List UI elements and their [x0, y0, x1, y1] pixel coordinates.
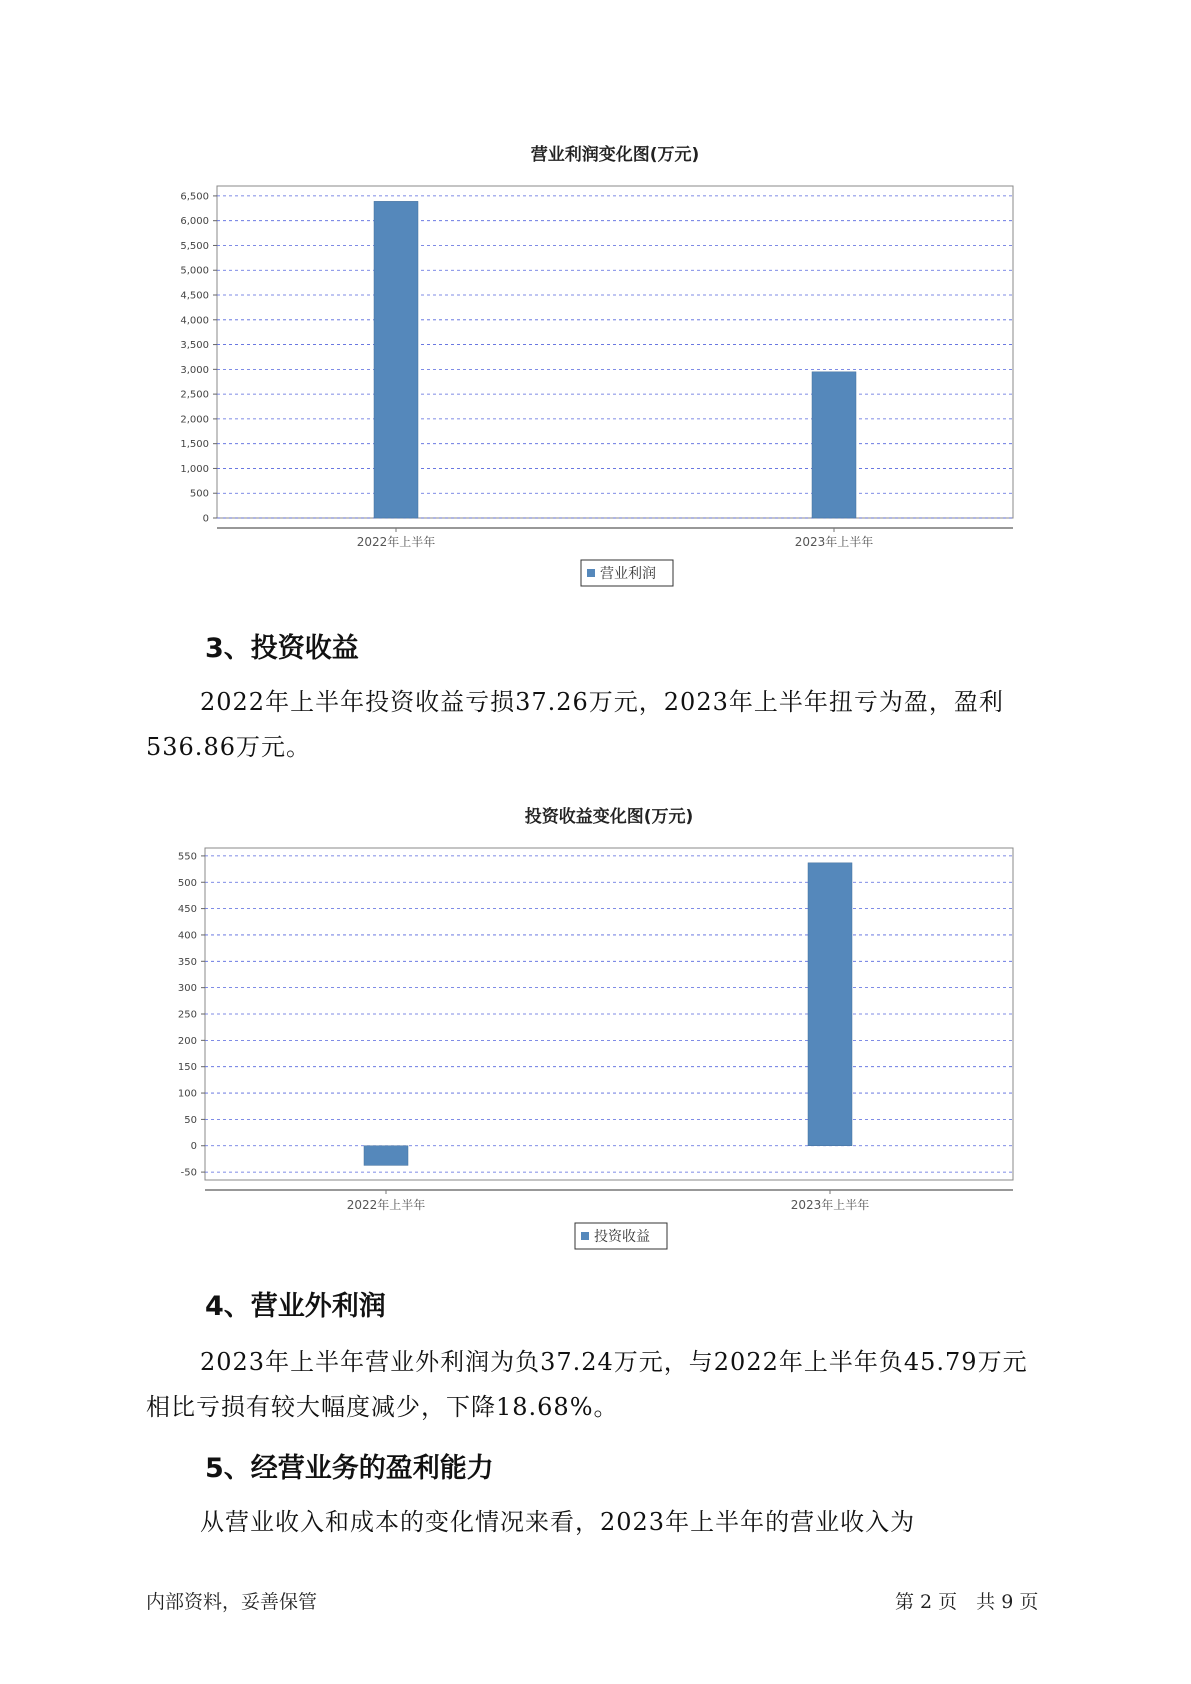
y-tick-label: 100: [177, 1088, 197, 1100]
y-tick-label: 5,500: [180, 240, 209, 252]
section-5-heading: 5、经营业务的盈利能力: [205, 1453, 494, 1484]
y-tick-label: -50: [180, 1167, 197, 1179]
y-tick-label: 5,000: [180, 265, 209, 277]
y-tick-label: 3,000: [180, 364, 209, 376]
y-tick-label: 250: [177, 1009, 197, 1021]
y-tick-label: 6,000: [180, 216, 209, 228]
y-tick-label: 150: [177, 1062, 197, 1074]
y-tick-label: 50: [184, 1114, 197, 1126]
y-tick-label: 4,500: [180, 290, 209, 302]
y-tick-label: 200: [177, 1035, 197, 1047]
y-tick-label: 4,000: [180, 315, 209, 327]
y-tick-label: 550: [177, 851, 197, 863]
chart-title: 投资收益变化图(万元): [524, 807, 694, 827]
y-tick-label: 1,500: [180, 439, 209, 451]
y-tick-label: 500: [177, 877, 197, 889]
x-tick-label: 2022年上半年: [346, 1198, 426, 1212]
footer-page-number: 第 2 页 共 9 页: [895, 1591, 1039, 1613]
y-tick-label: 2,000: [180, 414, 209, 426]
y-tick-label: 400: [177, 930, 197, 942]
section-3-heading: 3、投资收益: [205, 633, 359, 664]
y-tick-label: 1,000: [180, 463, 209, 475]
y-tick-label: 0: [190, 1141, 197, 1153]
footer-confidential: 内部资料，妥善保管: [146, 1591, 318, 1613]
bar: [364, 1146, 408, 1166]
y-tick-label: 6,500: [180, 191, 209, 203]
x-tick-label: 2022年上半年: [356, 535, 436, 549]
section-4-heading: 4、营业外利润: [205, 1291, 386, 1322]
y-tick-label: 0: [202, 513, 209, 525]
x-tick-label: 2023年上半年: [790, 1198, 870, 1212]
x-tick-label: 2023年上半年: [794, 535, 874, 549]
y-tick-label: 3,500: [180, 340, 209, 352]
section-3-paragraph: 2022年上半年投资收益亏损37.26万元，2023年上半年扭亏为盈，盈利536.86万元。: [146, 688, 1004, 761]
section-5-paragraph: 从营业收入和成本的变化情况来看，2023年上半年的营业收入为: [200, 1508, 916, 1536]
y-tick-label: 450: [177, 904, 197, 916]
bar: [808, 863, 852, 1146]
y-tick-label: 350: [177, 956, 197, 968]
y-tick-label: 2,500: [180, 389, 209, 401]
y-tick-label: 300: [177, 983, 197, 995]
chart-title: 营业利润变化图(万元): [530, 145, 700, 165]
legend-label: 投资收益: [594, 1229, 650, 1245]
section-4-paragraph: 2023年上半年营业外利润为负37.24万元，与2022年上半年负45.79万元相比亏损有较大幅度减少，下降18.68%。: [146, 1348, 1028, 1421]
legend-label: 营业利润: [600, 566, 656, 582]
legend-swatch: [581, 1232, 589, 1240]
y-tick-label: 500: [189, 488, 209, 500]
